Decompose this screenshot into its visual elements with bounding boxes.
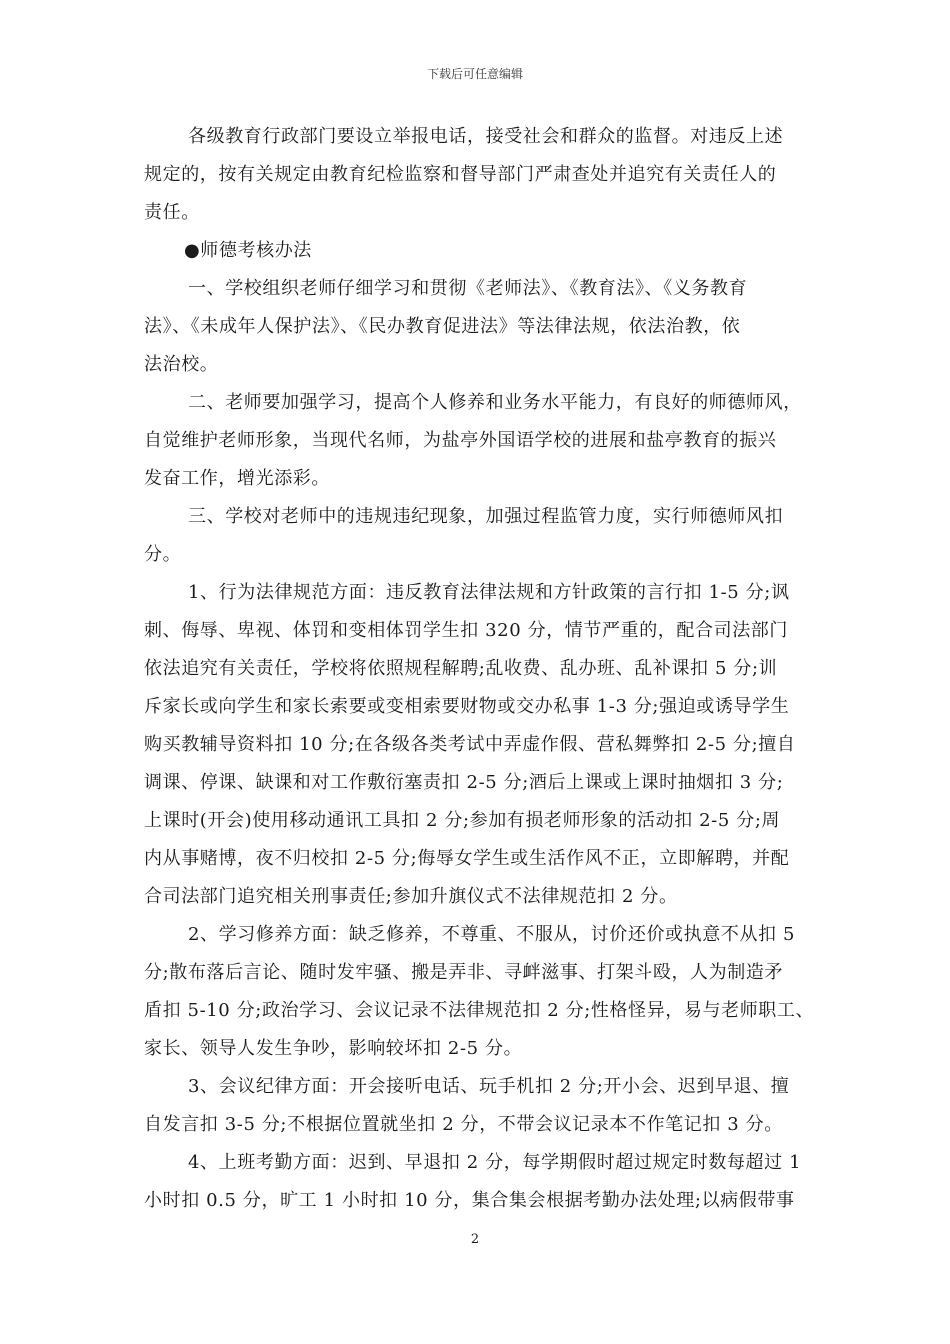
paragraph-rule-1 [144, 574, 808, 916]
text-line: 小时扣 0.5 分，旷工 1 小时扣 10 分，集合集会根据考勤办法处理;以病假带事 [144, 1190, 795, 1211]
page-header: 下载后可任意编辑 [426, 67, 523, 81]
text-line: 发奋工作，增光添彩。 [144, 468, 330, 489]
section-heading [144, 232, 808, 270]
text-line: 家长、领导人发生争吵，影响较坏扣 2-5 分。 [144, 1038, 523, 1059]
text-line: 责任。 [144, 202, 200, 223]
text-line: 规定的，按有关规定由教育纪检监察和督导部门严肃查处并追究有关责任人的 [144, 164, 777, 185]
text-line: 分。 [144, 544, 182, 565]
text-line: 上课时(开会)使用移动通讯工具扣 2 分;参加有损老师形象的活动扣 2-5 分;周 [144, 810, 781, 831]
document-body [144, 118, 815, 1220]
text-line: 自觉维护老师形象，当现代名师，为盐亭外国语学校的进展和盐亭教育的振兴 [144, 430, 777, 451]
paragraph-item-two [144, 384, 808, 498]
text-line: 依法追究有关责任，学校将依照规程解聘;乱收费、乱办班、乱补课扣 5 分;训 [144, 658, 778, 679]
text-line: 1、行为法律规范方面：违反教育法律法规和方针政策的言行扣 1-5 分;讽 [188, 582, 790, 603]
text-line: 二、老师要加强学习，提高个人修养和业务水平能力，有良好的师德师风， [188, 392, 802, 413]
text-line: 分;散布落后言论、随时发牢骚、搬是弄非、寻衅滋事、打架斗殴，人为制造矛 [144, 962, 784, 983]
text-line: 内从事赌博，夜不归校扣 2-5 分;侮辱女学生或生活作风不正，立即解聘，并配 [144, 848, 790, 869]
text-line: 一、学校组织老师仔细学习和贯彻《老师法》、《教育法》、《义务教育 [188, 278, 748, 299]
paragraph-rule-4 [144, 1144, 808, 1220]
text-line: 法》、《未成年人保护法》、《民办教育促进法》等法律法规，依法治教，依 [144, 316, 741, 337]
text-line: 法治校。 [144, 354, 219, 375]
heading-text: ●师德考核办法 [184, 240, 312, 261]
text-line: 购买教辅导资料扣 10 分;在各级各类考试中弄虚作假、营私舞弊扣 2-5 分;擅自 [144, 734, 796, 755]
text-line: 3、会议纪律方面：开会接听电话、玩手机扣 2 分;开小会、迟到早退、擅 [188, 1076, 790, 1097]
paragraph-report-hotline [144, 118, 808, 232]
text-line: 4、上班考勤方面：迟到、早退扣 2 分，每学期假时超过规定时数每超过 1 [188, 1152, 802, 1173]
text-line: 各级教育行政部门要设立举报电话，接受社会和群众的监督。对违反上述 [188, 126, 784, 147]
text-line: 合司法部门追究相关刑事责任;参加升旗仪式不法律规范扣 2 分。 [144, 886, 678, 907]
page-number: 2 [470, 1232, 480, 1247]
paragraph-rule-3 [144, 1068, 808, 1144]
paragraph-rule-2 [144, 916, 815, 1068]
text-line: 斥家长或向学生和家长索要或变相索要财物或交办私事 1-3 分;强迫或诱导学生 [144, 696, 790, 717]
text-line: 三、学校对老师中的违规违纪现象，加强过程监管力度，实行师德师风扣 [188, 506, 784, 527]
text-line: 自发言扣 3-5 分;不根据位置就坐扣 2 分，不带会议记录本不作笔记扣 3 分。 [144, 1114, 783, 1135]
text-line: 2、学习修养方面：缺乏修养，不尊重、不服从，讨价还价或执意不从扣 5 [188, 924, 796, 945]
text-line: 刺、侮辱、卑视、体罚和变相体罚学生扣 320 分，情节严重的，配合司法部门 [144, 620, 788, 641]
paragraph-item-one [144, 270, 808, 384]
paragraph-item-three [144, 498, 808, 574]
text-line: 盾扣 5-10 分;政治学习、会议记录不法律规范扣 2 分;性格怪异，易与老师职工、 [144, 1000, 815, 1021]
text-line: 调课、停课、缺课和对工作敷衍塞责扣 2-5 分;酒后上课或上课时抽烟扣 3 分; [144, 772, 784, 793]
